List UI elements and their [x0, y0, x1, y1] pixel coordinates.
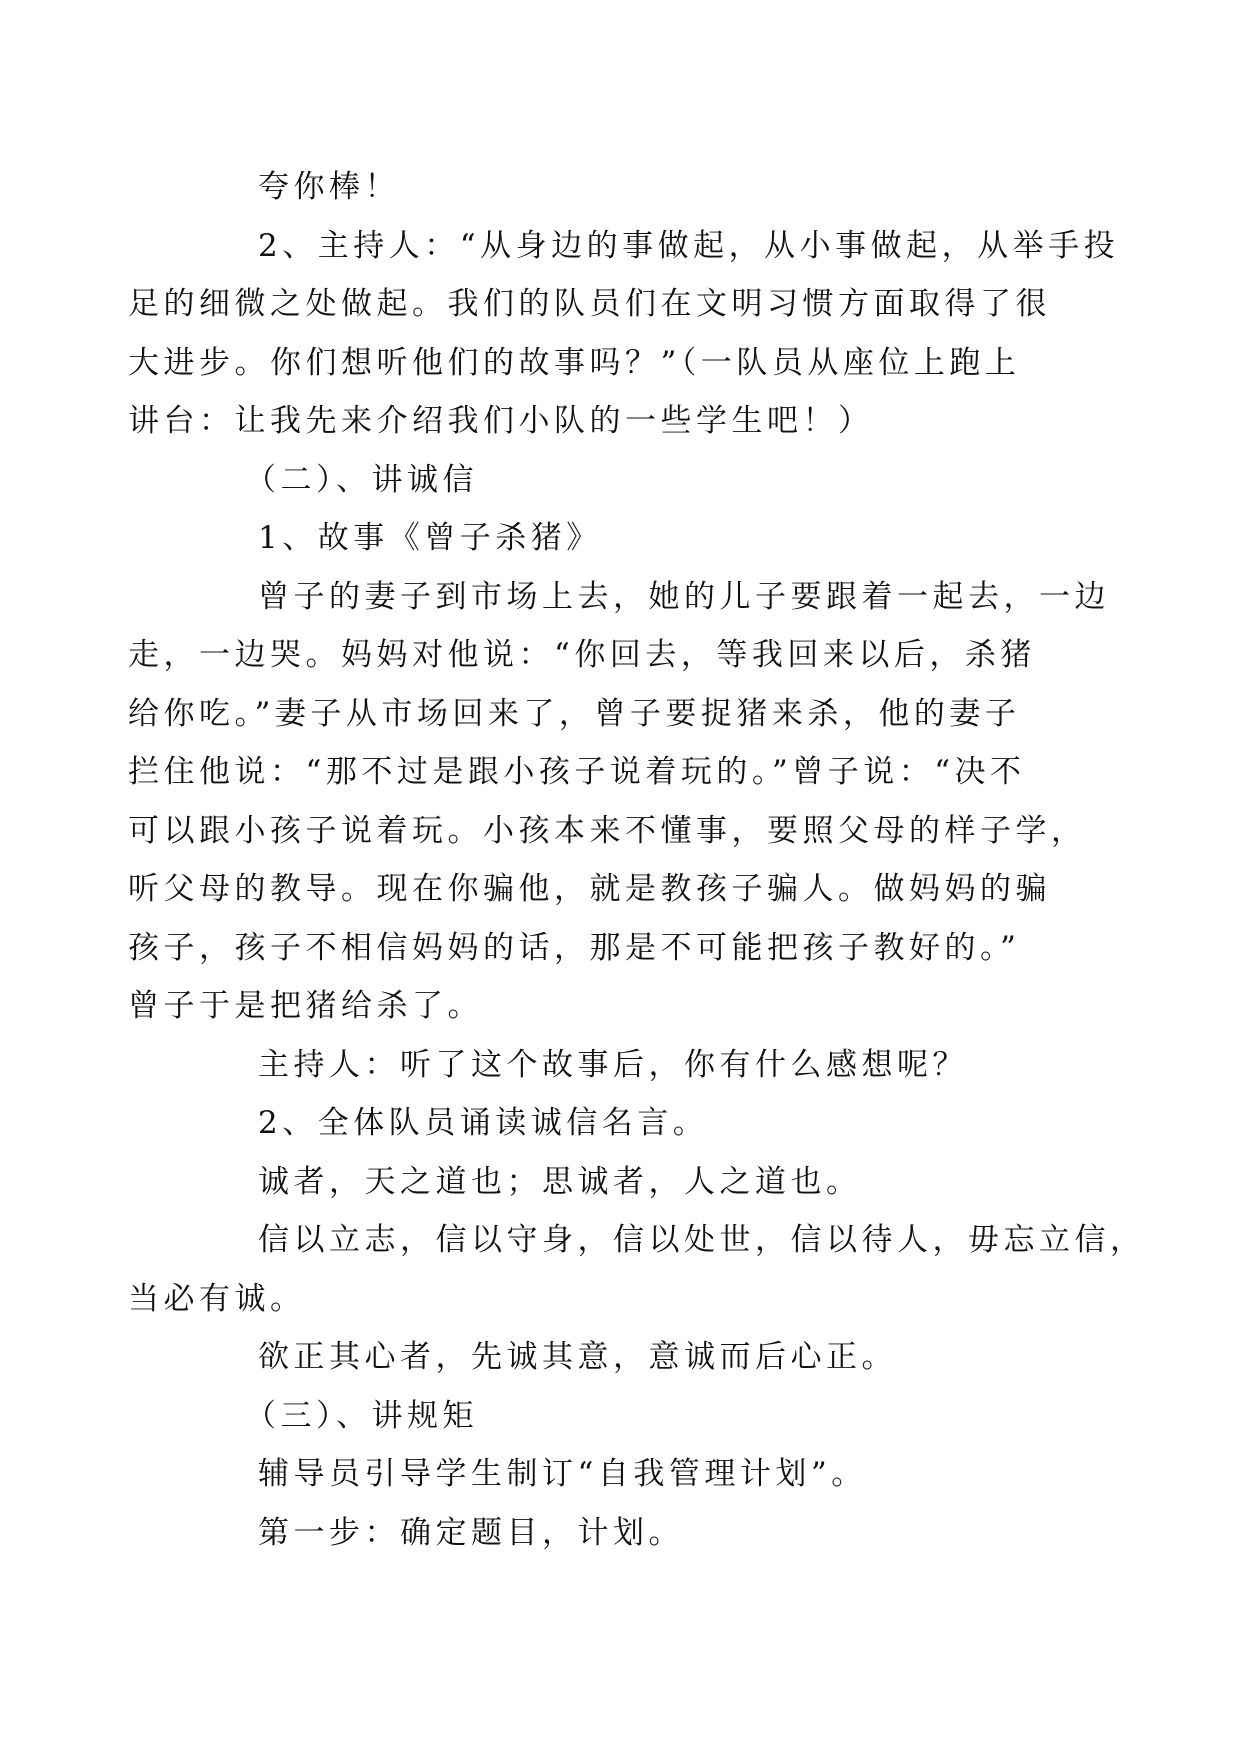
paragraph — [128, 217, 1120, 451]
text-line: （三）、讲规矩 — [245, 1397, 478, 1434]
section-heading — [193, 1387, 1051, 1446]
text-line: 可以跟小孩子说着玩。小孩本来不懂事，要照父母的样子学， — [128, 812, 1087, 849]
paragraph — [193, 158, 1051, 217]
text-line: 听父母的教导。现在你骗他，就是教孩子骗人。做妈妈的骗 — [128, 871, 1051, 907]
paragraph — [193, 1094, 1051, 1153]
text-line: 1、故事《曾子杀猪》 — [258, 520, 602, 556]
text-line: 2、全体队员诵读诚信名言。 — [258, 1105, 709, 1141]
paragraph — [128, 568, 1110, 1036]
text-line: 诚者，天之道也；思诚者，人之道也。 — [258, 1163, 862, 1200]
text-line: 大进步。你们想听他们的故事吗？”（一队员从座位上跑上 — [128, 344, 1021, 381]
text-line: 讲台：让我先来介绍我们小队的一些学生吧！） — [128, 403, 874, 439]
text-line: 辅导员引导学生制订“自我管理计划”。 — [258, 1456, 867, 1492]
text-line: 孩子，孩子不相信妈妈的话，那是不可能把孩子教好的。” — [128, 929, 1021, 966]
paragraph — [193, 1504, 1051, 1563]
text-line: 当必有诚。 — [128, 1280, 306, 1317]
text-line: 欲正其心者，先诚其意，意诚而后心正。 — [258, 1339, 897, 1375]
text-line: 信以立志，信以守身，信以处世，信以待人，毋忘立信， — [258, 1222, 1146, 1258]
text-line: 拦住他说：“那不过是跟小孩子说着玩的。”曾子说：“决不 — [128, 754, 1026, 790]
text-line: 曾子的妻子到市场上去，她的儿子要跟着一起去，一边 — [258, 578, 1110, 615]
text-line: 走，一边哭。妈妈对他说：“你回去，等我回来以后，杀猪 — [128, 637, 1036, 673]
paragraph — [128, 1211, 1146, 1328]
text-line: 第一步：确定题目，计划。 — [258, 1514, 684, 1551]
text-line: 曾子于是把猪给杀了。 — [128, 988, 483, 1024]
text-line: 夸你棒！ — [258, 169, 400, 205]
text-line: 足的细微之处做起。我们的队员们在文明习惯方面取得了很 — [128, 286, 1051, 322]
text-line: 给你吃。”妻子从市场回来了，曾子要捉猪来杀，他的妻子 — [128, 695, 1021, 732]
section-heading — [193, 451, 1051, 510]
text-line: （二）、讲诚信 — [245, 461, 478, 498]
text-line: 主持人：听了这个故事后，你有什么感想呢？ — [258, 1046, 968, 1083]
paragraph — [193, 1036, 1051, 1095]
paragraph — [193, 509, 1051, 568]
paragraph — [193, 1445, 1051, 1504]
paragraph — [193, 1328, 1051, 1387]
document-body — [128, 158, 1146, 1562]
text-line: 2、主持人：“从身边的事做起，从小事做起，从举手投 — [258, 227, 1120, 264]
paragraph — [193, 1153, 1051, 1212]
